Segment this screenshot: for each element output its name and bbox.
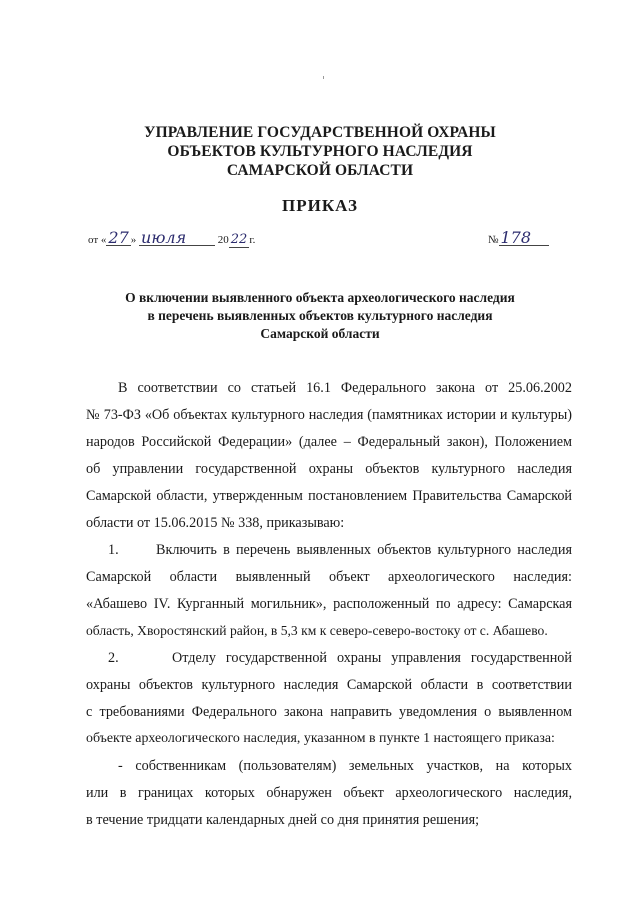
scan-mark — [323, 76, 324, 79]
paragraph-line: области от 15.06.2015 № 338, приказываю: — [86, 515, 345, 531]
item-line: «Абашево IV. Курганный могильник», расположенный по адресу: Самарская — [86, 596, 572, 612]
item-line: объекте археологического наследия, указанном в пункте 1 настоящего приказа: — [86, 731, 555, 746]
paragraph-line: Самарской области, утвержденным постановлением Правительства Самарской — [86, 488, 572, 504]
subject-line-2: в перечень выявленных объектов культурного наследия — [147, 308, 493, 323]
paragraph-line: № 73-ФЗ «Об объектах культурного наследия (памятниках истории и культуры) — [86, 407, 572, 423]
order-title: ПРИКАЗ — [282, 196, 358, 215]
item-line: область, Хворостянский район, в 5,3 км к северо-северо-востоку от с. Абашево. — [86, 623, 548, 638]
item-number: 2. — [108, 650, 119, 666]
item-line: с требованиями Федерального закона направить уведомления о выявленном — [86, 704, 572, 720]
handwritten-number: 178 — [499, 230, 549, 246]
item-number: 1. — [108, 542, 119, 558]
agency-name-line-2: ОБЪЕКТОВ КУЛЬТУРНОГО НАСЛЕДИЯ — [167, 143, 473, 160]
handwritten-month: июля — [139, 230, 215, 246]
handwritten-day: 27 — [108, 228, 129, 247]
subject-line-3: Самарской области — [260, 326, 380, 341]
handwritten-year: 22 — [230, 232, 248, 247]
paragraph-line: об управлении государственной охраны объектов культурного наследия — [86, 461, 572, 477]
agency-name-line-1: УПРАВЛЕНИЕ ГОСУДАРСТВЕННОЙ ОХРАНЫ — [144, 124, 496, 141]
agency-name-line-3: САМАРСКОЙ ОБЛАСТИ — [226, 162, 414, 179]
bullet-line: или в границах которых обнаружен объект археологического наследия, — [86, 785, 572, 801]
item-line: охраны объектов культурного наследия Самарской области в соответствии — [86, 677, 572, 693]
item-line: Включить в перечень выявленных объектов культурного наследия — [156, 542, 572, 558]
subject-line-1: О включении выявленного объекта археологического наследия — [125, 290, 515, 305]
bullet-line: в течение тридцати календарных дней со дня принятия решения; — [86, 812, 480, 828]
paragraph-line: народов Российской Федерации» (далее – Федеральный закон), Положением — [86, 434, 572, 450]
order-date: от « 27 » июля 20 22 г. — [88, 228, 256, 247]
item-line: Отделу государственной охраны управления государственной — [172, 650, 572, 666]
bullet-line: - собственникам (пользователям) земельных участков, на которых — [118, 758, 572, 774]
order-number: № 178 — [488, 230, 549, 246]
paragraph-line: В соответствии со статьей 16.1 Федерального закона от 25.06.2002 — [118, 380, 572, 396]
item-line: Самарской области выявленный объект археологического наследия: — [86, 569, 572, 585]
